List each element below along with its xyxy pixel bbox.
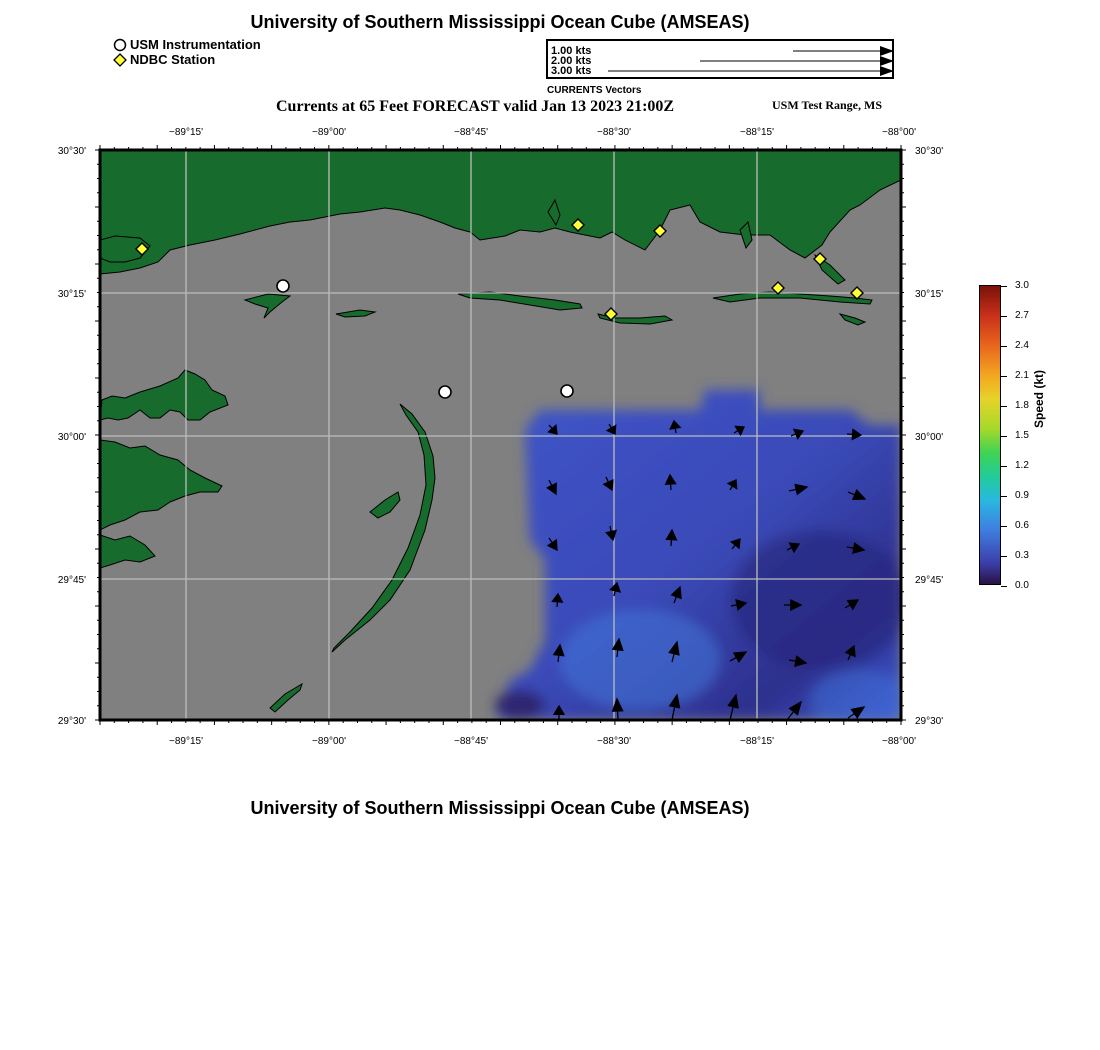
lat-label: 30°00' <box>57 432 86 443</box>
colorbar-tick <box>1001 376 1007 377</box>
colorbar-tick <box>1001 466 1007 467</box>
vector-scale-1: 1.00 kts <box>551 45 592 57</box>
lon-label: −88°00' <box>882 736 916 747</box>
usm-station-marker[interactable] <box>561 385 573 397</box>
legend-usm-label: USM Instrumentation <box>130 37 261 52</box>
legend-ndbc-label: NDBC Station <box>130 52 216 67</box>
lat-labels-right <box>915 146 943 727</box>
colorbar-tick-label: 2.7 <box>1015 310 1029 321</box>
lon-label: −89°15' <box>169 127 203 138</box>
colorbar-tick-label: 0.9 <box>1015 490 1029 501</box>
footer-title: University of Southern Mississippi Ocean Cube (AMSEAS) <box>250 798 750 818</box>
lon-label: −88°00' <box>882 127 916 138</box>
speed-colorbar <box>979 285 1001 585</box>
colorbar-tick-label: 1.2 <box>1015 460 1029 471</box>
current-vector-shaft <box>558 655 559 662</box>
colorbar-title: Speed (kt) <box>1032 369 1046 428</box>
colorbar-tick-label: 3.0 <box>1015 280 1029 291</box>
lat-label: 29°30' <box>915 716 944 727</box>
colorbar-tick <box>1001 436 1007 437</box>
map-subtitle: Currents at 65 Feet FORECAST valid Jan 13 2023 21:00Z <box>276 98 675 115</box>
colorbar-tick-label: 1.8 <box>1015 400 1029 411</box>
vector-scale-2: 2.00 kts <box>551 55 592 67</box>
lon-label: −88°45' <box>454 127 488 138</box>
lon-label: −88°30' <box>597 127 631 138</box>
lon-label: −89°00' <box>312 127 346 138</box>
vector-scale-3: 3.00 kts <box>551 65 592 77</box>
colorbar-tick <box>1001 556 1007 557</box>
colorbar-tick-label: 1.5 <box>1015 430 1029 441</box>
lat-label: 30°30' <box>915 146 944 157</box>
lat-label: 29°45' <box>915 575 944 586</box>
colorbar-tick <box>1001 316 1007 317</box>
lon-label: −88°15' <box>740 736 774 747</box>
lon-label: −88°45' <box>454 736 488 747</box>
usm-station-marker[interactable] <box>277 280 289 292</box>
lon-labels-bottom <box>169 736 916 747</box>
lat-label: 30°00' <box>915 432 944 443</box>
vector-legend-caption: CURRENTS Vectors <box>547 85 642 96</box>
lon-labels-top <box>169 127 916 138</box>
current-vector-shaft <box>675 428 676 433</box>
colorbar-tick <box>1001 586 1007 587</box>
colorbar-tick <box>1001 286 1007 287</box>
colorbar-tick-label: 0.3 <box>1015 550 1029 561</box>
lat-label: 29°45' <box>57 575 86 586</box>
colorbar-tick-label: 0.0 <box>1015 580 1029 591</box>
colorbar-tick <box>1001 346 1007 347</box>
colorbar-tick <box>1001 526 1007 527</box>
colorbar-tick-label: 0.6 <box>1015 520 1029 531</box>
current-speed-field <box>495 390 910 730</box>
lat-labels-left <box>58 146 86 727</box>
colorbar-tick-label: 2.4 <box>1015 340 1029 351</box>
region-label: USM Test Range, MS <box>772 98 883 112</box>
page-title: University of Southern Mississippi Ocean Cube (AMSEAS) <box>250 12 750 32</box>
usm-station-marker[interactable] <box>439 386 451 398</box>
colorbar-tick-label: 2.1 <box>1015 370 1029 381</box>
lon-label: −88°15' <box>740 127 774 138</box>
colorbar-tick <box>1001 406 1007 407</box>
lon-label: −88°30' <box>597 736 631 747</box>
current-vector-shaft <box>617 650 618 657</box>
lat-label: 30°15' <box>915 289 944 300</box>
lon-label: −89°15' <box>169 736 203 747</box>
colorbar-tick <box>1001 496 1007 497</box>
lat-label: 29°30' <box>57 716 86 727</box>
lat-label: 30°15' <box>57 289 86 300</box>
lat-label: 30°30' <box>57 146 86 157</box>
lon-label: −89°00' <box>312 736 346 747</box>
